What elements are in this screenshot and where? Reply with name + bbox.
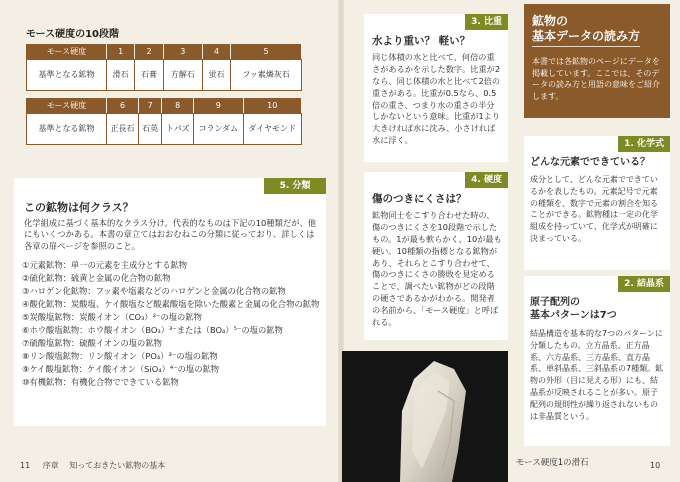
basic-data-title (532, 14, 640, 47)
chemical-tag: 1. 化学式 (618, 136, 670, 152)
crystal-title (530, 296, 617, 322)
mohs-table-title: モース硬度の10段階 (26, 29, 120, 40)
list-item: ⑨ケイ酸塩鉱物：ケイ酸イオン（SiO₄）⁴⁻の塩の鉱物 (22, 364, 220, 375)
gravity-title: 水より重い？ 軽い？ (372, 35, 471, 47)
page-number-right: 10 (650, 461, 661, 470)
mohs-mineral: 正長石 (107, 114, 139, 145)
mohs-mineral: 石英 (139, 114, 162, 145)
mohs-mineral: フッ素燐灰石 (231, 60, 302, 91)
mohs-grade: 5 (231, 45, 302, 60)
basic-data-title-line1: 鉱物の (532, 14, 569, 28)
hardness-title: 傷のつきにくさは？ (372, 193, 467, 205)
crystal-tag: 2. 結晶系 (618, 276, 670, 292)
list-item: ②硫化鉱物：硫黄と金属の化合物の鉱物 (22, 273, 171, 284)
mohs-grade: 10 (243, 99, 301, 114)
mohs-mineral: コランダム (194, 114, 243, 145)
mohs-grade: 7 (139, 99, 162, 114)
chemical-formula-section (524, 136, 670, 270)
list-item: ④酸化鉱物：炭酸塩、ケイ酸塩など酸素酸塩を除いた酸素と金属の化合物の鉱物 (22, 299, 320, 310)
talc-photo (342, 351, 508, 482)
mohs-header-label: モース硬度 (27, 99, 107, 114)
mohs-row-label: 基準となる鉱物 (27, 114, 107, 145)
hardness-tag: 4. 硬度 (465, 172, 508, 188)
hardness-body: 鉱物同士をこすり合わせた時の、傷のつきにくさを10段階で示したもの。1が最も軟らかく、10が最も硬い。10種類の指標となる鉱物があり、それらとこすり合わせて、傷のつきにくさの勝敗を見定めることで、調べたい鉱物がどの段階の硬さであるかがわかる。開発者の名前から、「モース硬度」と呼ばれる。 (372, 210, 502, 328)
mohs-mineral: 方解石 (163, 60, 202, 91)
list-item: ⑤炭酸塩鉱物：炭酸イオン（CO₃）²⁻の塩の鉱物 (22, 312, 202, 323)
mohs-grade: 2 (135, 45, 163, 60)
mohs-mineral: 石膏 (135, 60, 163, 91)
gravity-section (364, 14, 508, 162)
chapter-title: 知っておきたい鉱物の基本 (69, 461, 166, 470)
mohs-grade: 1 (107, 45, 135, 60)
photo-caption: モース硬度1の滑石 (516, 458, 589, 468)
crystal-system-section (524, 276, 670, 446)
list-item: ③ハロゲン化鉱物：フッ素や塩素などのハロゲンと金属の化合物の鉱物 (22, 286, 286, 297)
list-item: ⑧リン酸塩鉱物：リン酸イオン（PO₄）³⁻の塩の鉱物 (22, 351, 218, 362)
page-number-left: 11 (20, 461, 31, 470)
list-item: ①元素鉱物：単一の元素を主成分とする鉱物 (22, 260, 188, 270)
classification-tag: 5. 分類 (264, 178, 326, 194)
list-item: ⑥ホウ酸塩鉱物：ホウ酸イオン（BO₃）³⁻または（BO₄）⁵⁻の塩の鉱物 (22, 325, 283, 336)
basic-data-body: 本書では各鉱物のページにデータを掲載しています。ここでは、そのデータの読み方と用語の意味をご紹介します。 (532, 57, 660, 101)
mohs-mineral: 滑石 (107, 60, 135, 91)
mohs-mineral: トパズ (162, 114, 194, 145)
classification-title: この鉱物は何クラス？ (24, 201, 134, 214)
chemical-body: 成分として、どんな元素でできているかを表したもの。元素記号で元素の種類を、数字で元素の割合を知ることができる。鉱物種は一定の化学組成を持っていて、化学式が明確に決まっている。 (530, 175, 658, 244)
list-item: ⑩有機鉱物：有機化合物でできている鉱物 (22, 377, 179, 388)
classification-list (22, 260, 322, 390)
gravity-tag: 3. 比重 (465, 14, 508, 30)
mohs-grade: 9 (194, 99, 243, 114)
crystal-title-line1: 原子配列の (530, 297, 580, 308)
gravity-body: 同じ体積の水と比べて、何倍の重さがあるかを示した数字。比重が2なら、同じ体積の水と比べて2倍の重さがある。比重が0.5なら、0.5倍の重さ、つまり水の重さの半分しかないという意味。比重が1より大きければ水に沈み、小さければ水に浮く。 (372, 52, 501, 146)
chemical-title: どんな元素でできている？ (530, 157, 650, 168)
mohs-header-label: モース硬度 (27, 45, 107, 60)
classification-section (14, 178, 326, 426)
footer-left (20, 460, 165, 471)
hardness-section (364, 172, 508, 340)
mohs-grade: 6 (107, 99, 139, 114)
mohs-table-1-5 (26, 44, 302, 91)
classification-intro: 化学組成に基づく基本的なクラス分け。代表的なものは下記の10種類だが、他にもいくつかある。本書の章立てはおおむねこの分類に従っており、詳しくは各章の扉ページを参照のこと。 (24, 218, 317, 251)
mohs-table-6-10 (26, 98, 302, 145)
mohs-row-label: 基準となる鉱物 (27, 60, 107, 91)
mohs-mineral: ダイヤモンド (243, 114, 301, 145)
basic-data-title-line2: 基本データの読み方 (532, 29, 641, 43)
mohs-grade: 4 (202, 45, 230, 60)
chapter-label: 序章 (42, 461, 59, 470)
talc-mineral-image (342, 351, 508, 482)
basic-data-intro (524, 4, 670, 118)
list-item: ⑦硫酸塩鉱物：硫酸イオンの塩の鉱物 (22, 338, 162, 349)
crystal-body: 結晶構造を基本的な7つのパターンに分類したもの。立方晶系、正方晶系、六方晶系、三方晶系、直方晶系、単斜晶系、三斜晶系の7種類。鉱物の外形（目に見える形）にも、結晶系が反映されることが多い。原子配列の規則性が繰り返されないものは非晶質という。 (530, 329, 664, 421)
crystal-title-line2: 基本パターンは7つ (530, 310, 617, 321)
mohs-grade: 3 (163, 45, 202, 60)
mohs-mineral: 蛍石 (202, 60, 230, 91)
mohs-grade: 8 (162, 99, 194, 114)
